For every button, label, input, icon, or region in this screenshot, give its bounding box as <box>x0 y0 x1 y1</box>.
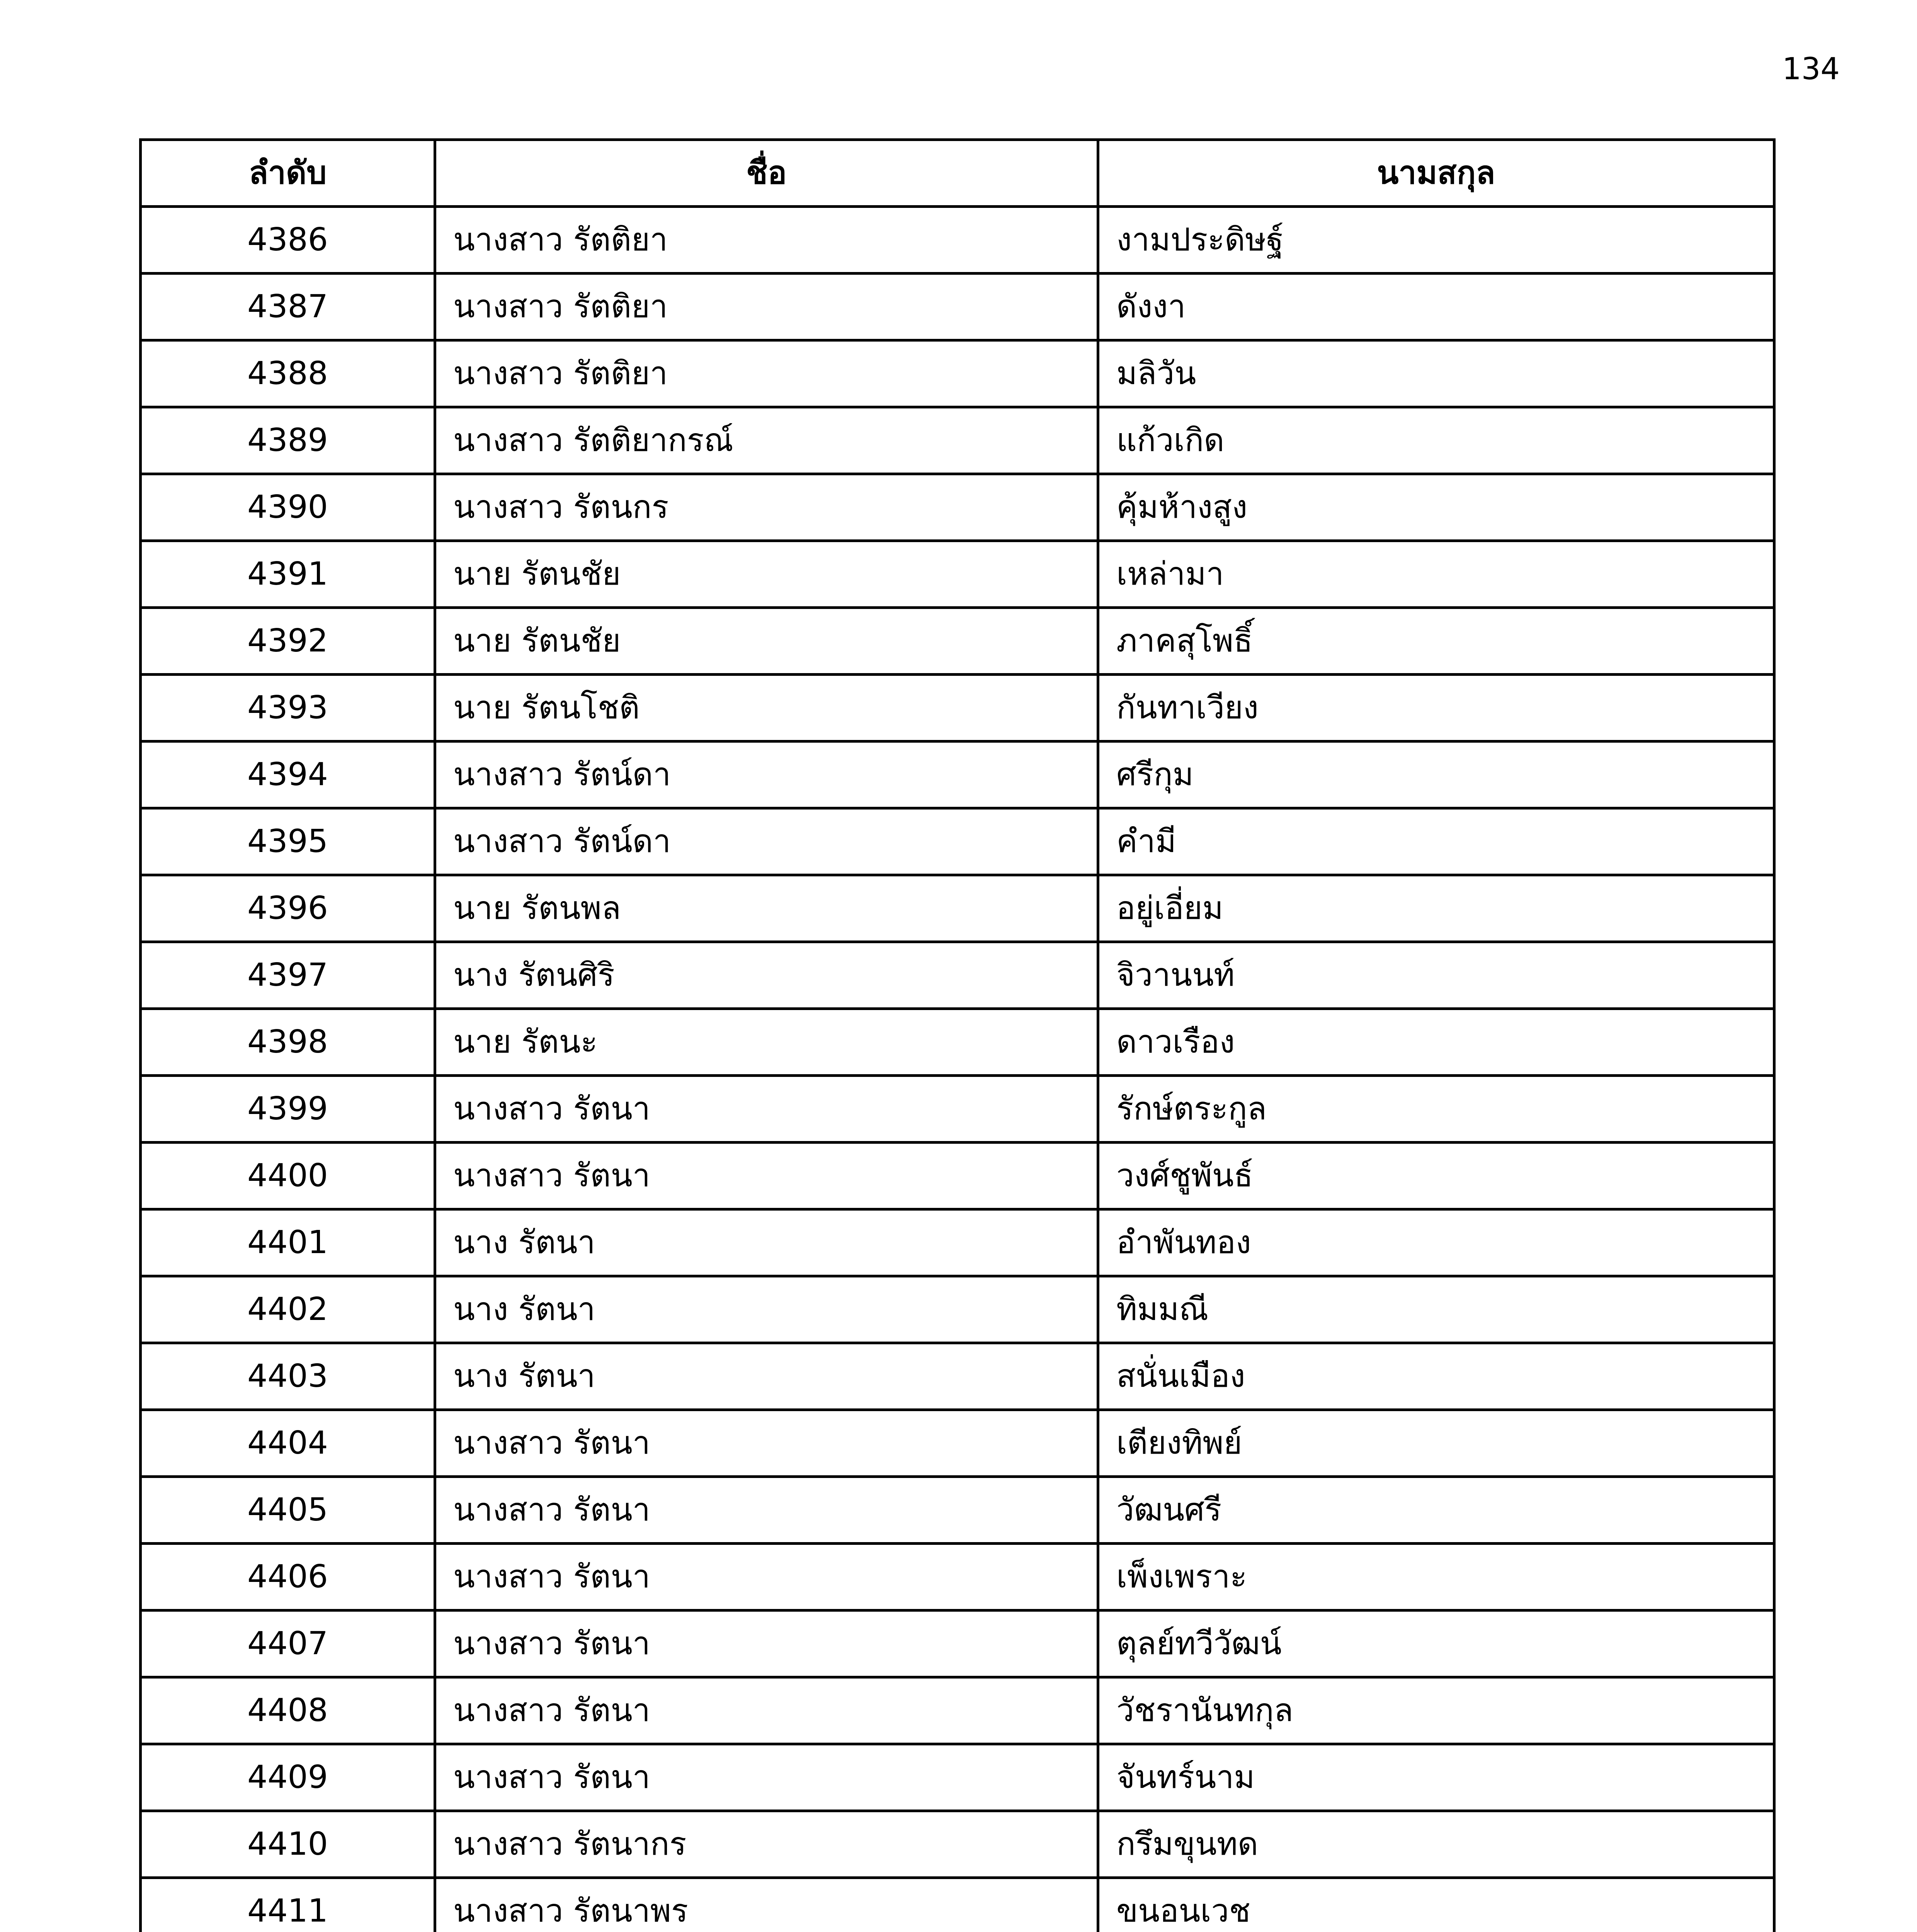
row-surname-cell: ตุลย์ทวีวัฒน์ <box>1098 1611 1774 1677</box>
table-row <box>141 1209 1774 1276</box>
row-name-cell: นางสาว รัตติยากรณ์ <box>435 407 1098 474</box>
row-name-cell: นาง รัตนา <box>435 1276 1098 1343</box>
row-name-cell: นาย รัตนชัย <box>435 608 1098 675</box>
row-name-cell: นาง รัตนา <box>435 1209 1098 1276</box>
table-row <box>141 808 1774 875</box>
table-body <box>141 207 1774 1932</box>
table-row <box>141 1878 1774 1932</box>
row-number-cell: 4401 <box>141 1209 435 1276</box>
table-row <box>141 742 1774 808</box>
row-number-cell: 4398 <box>141 1009 435 1076</box>
row-number-cell: 4403 <box>141 1343 435 1410</box>
row-number-cell: 4402 <box>141 1276 435 1343</box>
row-surname-cell: เตียงทิพย์ <box>1098 1410 1774 1477</box>
row-surname-cell: กันทาเวียง <box>1098 675 1774 742</box>
table-row <box>141 1009 1774 1076</box>
row-name-cell: นาง รัตนา <box>435 1343 1098 1410</box>
table-row <box>141 474 1774 541</box>
row-number-cell: 4405 <box>141 1477 435 1544</box>
row-surname-cell: จิวานนท์ <box>1098 942 1774 1009</box>
row-surname-cell: ภาคสุโพธิ์ <box>1098 608 1774 675</box>
table-row <box>141 1410 1774 1477</box>
row-number-cell: 4395 <box>141 808 435 875</box>
table-row <box>141 1811 1774 1878</box>
row-surname-cell: งามประดิษฐ์ <box>1098 207 1774 274</box>
row-surname-cell: กรึมขุนทด <box>1098 1811 1774 1878</box>
row-name-cell: นางสาว รัตนากร <box>435 1811 1098 1878</box>
row-surname-cell: คุ้มห้างสูง <box>1098 474 1774 541</box>
row-surname-cell: มลิวัน <box>1098 340 1774 407</box>
row-name-cell: นาย รัตนะ <box>435 1009 1098 1076</box>
row-number-cell: 4391 <box>141 541 435 608</box>
row-surname-cell: วัชรานันทกุล <box>1098 1677 1774 1744</box>
row-name-cell: นางสาว รัตน์ดา <box>435 808 1098 875</box>
row-number-cell: 4399 <box>141 1076 435 1143</box>
table-row <box>141 1076 1774 1143</box>
row-surname-cell: เหล่ามา <box>1098 541 1774 608</box>
row-number-cell: 4389 <box>141 407 435 474</box>
row-number-cell: 4406 <box>141 1544 435 1611</box>
table-row <box>141 1677 1774 1744</box>
table-row <box>141 1143 1774 1209</box>
row-number-cell: 4410 <box>141 1811 435 1878</box>
row-surname-cell: คำมี <box>1098 808 1774 875</box>
row-surname-cell: อยู่เอี่ยม <box>1098 875 1774 942</box>
row-number-cell: 4392 <box>141 608 435 675</box>
row-surname-cell: วัฒนศรี <box>1098 1477 1774 1544</box>
row-number-cell: 4387 <box>141 274 435 340</box>
table-row <box>141 1611 1774 1677</box>
row-name-cell: นางสาว รัตติยา <box>435 207 1098 274</box>
row-name-cell: นางสาว รัตนา <box>435 1744 1098 1811</box>
row-name-cell: นางสาว รัตนา <box>435 1677 1098 1744</box>
page-number: 134 <box>1782 52 1840 87</box>
table-row <box>141 407 1774 474</box>
table-row <box>141 1477 1774 1544</box>
row-number-cell: 4394 <box>141 742 435 808</box>
column-header-number: ลำดับ <box>141 140 435 207</box>
row-surname-cell: รักษ์ตระกูล <box>1098 1076 1774 1143</box>
row-name-cell: นางสาว รัตติยา <box>435 274 1098 340</box>
table-row <box>141 1544 1774 1611</box>
row-name-cell: นางสาว รัตนา <box>435 1410 1098 1477</box>
table-row <box>141 675 1774 742</box>
row-name-cell: นางสาว รัตน์ดา <box>435 742 1098 808</box>
row-number-cell: 4408 <box>141 1677 435 1744</box>
row-name-cell: นาย รัตนโชติ <box>435 675 1098 742</box>
row-surname-cell: วงศ์ชูพันธ์ <box>1098 1143 1774 1209</box>
table-row <box>141 1343 1774 1410</box>
row-surname-cell: สนั่นเมือง <box>1098 1343 1774 1410</box>
row-surname-cell: เพ็งเพราะ <box>1098 1544 1774 1611</box>
row-name-cell: นางสาว รัตติยา <box>435 340 1098 407</box>
row-name-cell: นางสาว รัตนาพร <box>435 1878 1098 1932</box>
row-surname-cell: จันทร์นาม <box>1098 1744 1774 1811</box>
row-name-cell: นางสาว รัตนา <box>435 1477 1098 1544</box>
row-number-cell: 4409 <box>141 1744 435 1811</box>
row-surname-cell: อำพันทอง <box>1098 1209 1774 1276</box>
table-row <box>141 1276 1774 1343</box>
row-number-cell: 4397 <box>141 942 435 1009</box>
row-number-cell: 4396 <box>141 875 435 942</box>
table-row <box>141 340 1774 407</box>
table-row <box>141 942 1774 1009</box>
row-name-cell: นาย รัตนพล <box>435 875 1098 942</box>
row-surname-cell: ดาวเรือง <box>1098 1009 1774 1076</box>
table-row <box>141 608 1774 675</box>
row-surname-cell: ศรีกุม <box>1098 742 1774 808</box>
row-name-cell: นาง รัตนศิริ <box>435 942 1098 1009</box>
row-surname-cell: ขนอนเวช <box>1098 1878 1774 1932</box>
column-header-name: ชื่อ <box>435 140 1098 207</box>
table-row <box>141 207 1774 274</box>
table-row <box>141 274 1774 340</box>
row-name-cell: นางสาว รัตนา <box>435 1143 1098 1209</box>
table-row <box>141 1744 1774 1811</box>
row-name-cell: นางสาว รัตนา <box>435 1611 1098 1677</box>
row-number-cell: 4393 <box>141 675 435 742</box>
table-header-row <box>141 140 1774 207</box>
row-surname-cell: แก้วเกิด <box>1098 407 1774 474</box>
table-row <box>141 875 1774 942</box>
column-header-surname: นามสกุล <box>1098 140 1774 207</box>
row-number-cell: 4404 <box>141 1410 435 1477</box>
row-name-cell: นางสาว รัตนา <box>435 1076 1098 1143</box>
row-number-cell: 4400 <box>141 1143 435 1209</box>
row-number-cell: 4388 <box>141 340 435 407</box>
row-surname-cell: ดังงา <box>1098 274 1774 340</box>
row-number-cell: 4390 <box>141 474 435 541</box>
row-number-cell: 4407 <box>141 1611 435 1677</box>
table-row <box>141 541 1774 608</box>
row-name-cell: นาย รัตนชัย <box>435 541 1098 608</box>
row-name-cell: นางสาว รัตนา <box>435 1544 1098 1611</box>
row-number-cell: 4386 <box>141 207 435 274</box>
row-surname-cell: ทิมมณี <box>1098 1276 1774 1343</box>
row-number-cell: 4411 <box>141 1878 435 1932</box>
name-list-table <box>139 138 1776 1932</box>
row-name-cell: นางสาว รัตนกร <box>435 474 1098 541</box>
